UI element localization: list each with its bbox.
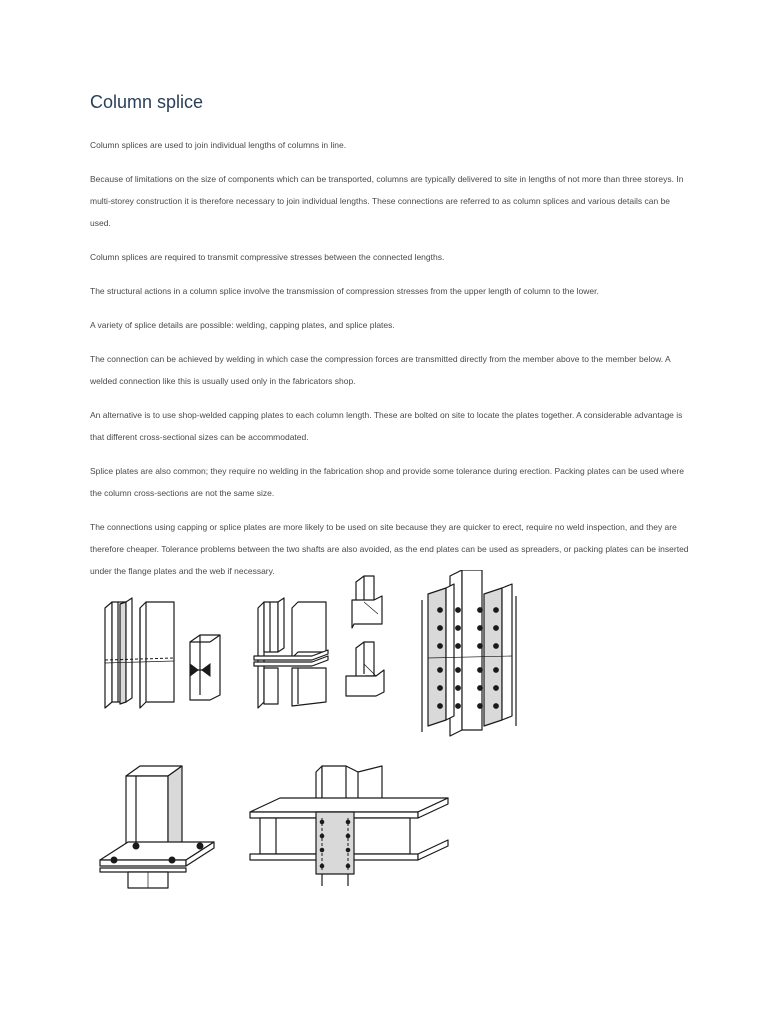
column-base-plate-figure <box>96 760 218 892</box>
beam-column-splice-figure <box>246 762 452 888</box>
capping-detail-bottom <box>346 642 384 696</box>
paragraph-compressive: Column splices are required to transmit compressive stresses between the connected lengths. <box>90 252 445 262</box>
paragraph-splice-plates: Splice plates are also common; they require no welding in the fabrication shop and provide some tolerance during erection. Packing plates can be used where the column cross-sections are not the same size. <box>90 466 684 498</box>
capping-column-drawing <box>254 598 328 708</box>
welded-splice-figure <box>100 590 230 712</box>
paragraph-transport: Because of limitations on the size of components which can be transported, columns are typically delivered to site in lengths of not more than three storeys. In multi-storey construction it is therefore necessary to join individual lengths. These connections are referred to as column splices and various details can be used. <box>90 174 684 228</box>
paragraph-structural-actions: The structural actions in a column splice involve the transmission of compression stresses from the upper length of column to the lower. <box>90 286 599 296</box>
paragraph-capping-plates: An alternative is to use shop-welded capping plates to each column length. These are bolted on site to locate the plates together. A considerable advantage is that different cross-sectional sizes can be accommodated. <box>90 410 683 442</box>
paragraph-site-connections: The connections using capping or splice plates are more likely to be used on site because they are quicker to erect, require no weld inspection, and they are therefore cheaper. Tolerance problems between the two shafts are also avoided, as the end plates can be used as spreaders, or packing plates can be inserted under the flange plates and the web if necessary. <box>90 522 689 576</box>
capping-detail-top <box>352 576 382 628</box>
article-body <box>90 134 690 594</box>
welded-column-drawing <box>105 598 174 708</box>
splice-plate-bolted-figure <box>418 570 520 738</box>
paragraph-splice-details: A variety of splice details are possible: welding, capping plates, and splice plates. <box>90 320 395 330</box>
paragraph-welding: The connection can be achieved by welding in which case the compression forces are transmitted directly from the member above to the member below. A welded connection like this is usually used only in the fabricators shop. <box>90 354 671 386</box>
paragraph-intro: Column splices are used to join individual lengths of columns in line. <box>90 140 347 150</box>
capping-plate-splice-figure <box>252 572 402 712</box>
weld-detail-drawing <box>190 635 220 700</box>
page-title: Column splice <box>90 92 204 112</box>
